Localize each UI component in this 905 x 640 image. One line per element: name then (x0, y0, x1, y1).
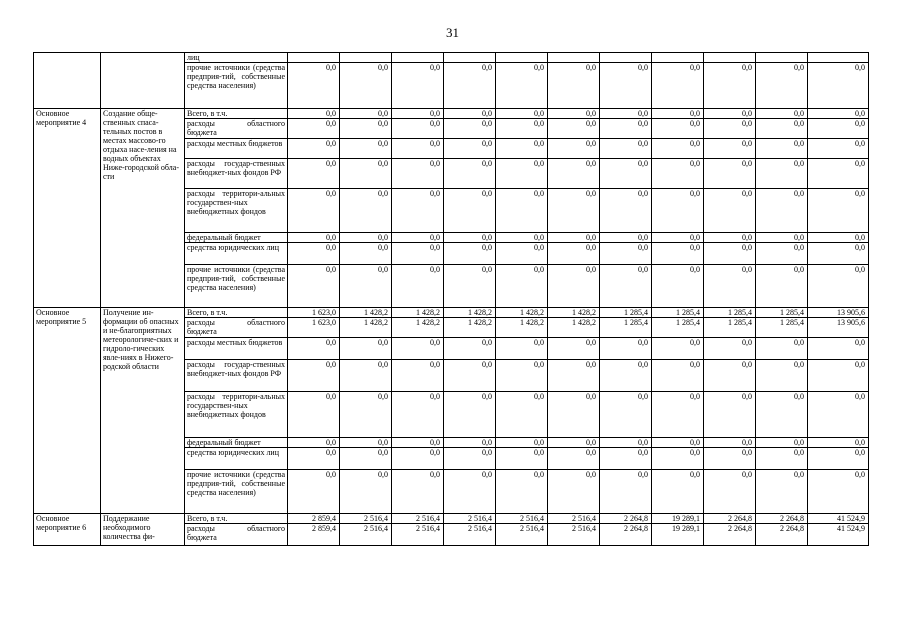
value-cell: 0,0 (496, 338, 548, 360)
value-cell: 0,0 (288, 63, 340, 109)
value-cell: 2 516,4 (444, 514, 496, 524)
total-value-cell: 0,0 (808, 448, 869, 470)
value-cell: 0,0 (652, 470, 704, 514)
value-cell: 0,0 (548, 470, 600, 514)
budget-table (33, 52, 869, 546)
value-cell: 0,0 (392, 139, 444, 159)
value-cell: 2 264,8 (704, 524, 756, 546)
value-cell: 0,0 (652, 265, 704, 308)
measure-id-cell: Основное мероприятие 4 (34, 109, 101, 308)
total-value-cell (808, 53, 869, 63)
funding-source-cell: расходы областного бюджета (185, 524, 288, 546)
value-cell: 0,0 (496, 392, 548, 438)
value-cell: 0,0 (340, 448, 392, 470)
value-cell: 0,0 (548, 63, 600, 109)
value-cell: 0,0 (340, 63, 392, 109)
measure-id-cell (34, 53, 101, 109)
value-cell: 1 285,4 (756, 318, 808, 338)
total-value-cell: 0,0 (808, 360, 869, 392)
value-cell: 0,0 (600, 233, 652, 243)
value-cell: 0,0 (756, 119, 808, 139)
value-cell: 0,0 (496, 63, 548, 109)
funding-source-cell: расходы местных бюджетов (185, 338, 288, 360)
total-value-cell: 0,0 (808, 109, 869, 119)
value-cell: 0,0 (652, 448, 704, 470)
value-cell: 0,0 (652, 159, 704, 189)
value-cell: 2 264,8 (756, 524, 808, 546)
value-cell: 0,0 (600, 189, 652, 233)
value-cell: 0,0 (704, 438, 756, 448)
funding-source-cell: прочие источники (средства предприя-тий, собственные средства населения) (185, 470, 288, 514)
value-cell: 0,0 (652, 338, 704, 360)
value-cell: 0,0 (340, 438, 392, 448)
value-cell: 0,0 (652, 233, 704, 243)
value-cell (444, 53, 496, 63)
value-cell: 1 428,2 (496, 318, 548, 338)
value-cell: 1 623,0 (288, 308, 340, 318)
value-cell: 0,0 (496, 159, 548, 189)
value-cell: 0,0 (548, 119, 600, 139)
value-cell: 0,0 (496, 360, 548, 392)
value-cell: 2 516,4 (548, 524, 600, 546)
value-cell: 1 428,2 (444, 308, 496, 318)
value-cell: 0,0 (548, 189, 600, 233)
value-cell: 0,0 (340, 338, 392, 360)
value-cell: 0,0 (288, 438, 340, 448)
value-cell: 0,0 (444, 392, 496, 438)
value-cell: 0,0 (704, 360, 756, 392)
value-cell (392, 53, 444, 63)
value-cell: 19 289,1 (652, 524, 704, 546)
measure-name-cell: Поддержание необходимого количества фи- (101, 514, 185, 546)
value-cell: 0,0 (392, 438, 444, 448)
value-cell: 0,0 (704, 139, 756, 159)
value-cell: 0,0 (444, 139, 496, 159)
measure-id-cell: Основное мероприятие 6 (34, 514, 101, 546)
value-cell: 0,0 (756, 243, 808, 265)
value-cell: 2 859,4 (288, 524, 340, 546)
value-cell: 0,0 (288, 139, 340, 159)
value-cell (652, 53, 704, 63)
total-value-cell: 0,0 (808, 189, 869, 233)
value-cell: 2 516,4 (496, 524, 548, 546)
value-cell: 0,0 (600, 438, 652, 448)
value-cell: 0,0 (392, 392, 444, 438)
total-value-cell: 41 524,9 (808, 524, 869, 546)
funding-source-cell: расходы территори-альных государствен-ных внебюджетных фондов (185, 392, 288, 438)
funding-source-cell: расходы местных бюджетов (185, 139, 288, 159)
value-cell: 0,0 (496, 109, 548, 119)
value-cell: 0,0 (444, 109, 496, 119)
value-cell: 1 428,2 (392, 308, 444, 318)
value-cell: 1 428,2 (548, 308, 600, 318)
value-cell: 0,0 (652, 139, 704, 159)
value-cell: 0,0 (444, 360, 496, 392)
value-cell: 1 285,4 (704, 308, 756, 318)
value-cell: 1 428,2 (340, 318, 392, 338)
total-value-cell: 0,0 (808, 470, 869, 514)
value-cell (704, 53, 756, 63)
value-cell: 0,0 (444, 189, 496, 233)
value-cell: 0,0 (548, 139, 600, 159)
value-cell: 0,0 (288, 159, 340, 189)
funding-source-cell: Всего, в т.ч. (185, 514, 288, 524)
value-cell: 0,0 (652, 119, 704, 139)
funding-source-cell: Всего, в т.ч. (185, 308, 288, 318)
page-number: 31 (446, 25, 459, 40)
value-cell: 0,0 (600, 139, 652, 159)
value-cell (548, 53, 600, 63)
table-row (34, 308, 869, 318)
value-cell: 0,0 (756, 63, 808, 109)
value-cell: 0,0 (600, 119, 652, 139)
value-cell (496, 53, 548, 63)
value-cell: 0,0 (288, 233, 340, 243)
value-cell: 0,0 (288, 109, 340, 119)
value-cell: 0,0 (392, 265, 444, 308)
value-cell: 2 516,4 (340, 524, 392, 546)
table-row (34, 53, 869, 63)
value-cell: 0,0 (756, 360, 808, 392)
value-cell: 1 428,2 (340, 308, 392, 318)
value-cell: 0,0 (548, 338, 600, 360)
value-cell: 0,0 (392, 109, 444, 119)
value-cell: 0,0 (392, 233, 444, 243)
value-cell: 0,0 (756, 139, 808, 159)
value-cell: 0,0 (392, 338, 444, 360)
value-cell: 0,0 (288, 119, 340, 139)
value-cell: 0,0 (496, 470, 548, 514)
value-cell: 0,0 (340, 139, 392, 159)
value-cell: 0,0 (704, 119, 756, 139)
total-value-cell: 0,0 (808, 159, 869, 189)
value-cell: 0,0 (496, 448, 548, 470)
funding-source-cell: средства юридических лиц (185, 243, 288, 265)
value-cell: 0,0 (704, 233, 756, 243)
value-cell: 0,0 (548, 448, 600, 470)
value-cell: 0,0 (392, 119, 444, 139)
value-cell: 0,0 (600, 265, 652, 308)
funding-source-cell: Всего, в т.ч. (185, 109, 288, 119)
value-cell: 0,0 (756, 392, 808, 438)
measure-name-cell: Получение ин-формации об опасных и не-благоприятных метеорологиче-ских и гидроло-гических явле-ниях в Нижего-родской области (101, 308, 185, 514)
value-cell: 1 428,2 (444, 318, 496, 338)
value-cell: 2 264,8 (600, 524, 652, 546)
value-cell: 0,0 (548, 159, 600, 189)
value-cell: 0,0 (704, 265, 756, 308)
funding-source-cell: расходы государ-ственных внебюджет-ных фондов РФ (185, 159, 288, 189)
funding-source-cell: федеральный бюджет (185, 233, 288, 243)
funding-source-cell: федеральный бюджет (185, 438, 288, 448)
value-cell: 0,0 (548, 438, 600, 448)
funding-source-cell: расходы областного бюджета (185, 318, 288, 338)
value-cell: 0,0 (288, 338, 340, 360)
funding-source-cell: прочие источники (средства предприя-тий, собственные средства населения) (185, 63, 288, 109)
total-value-cell: 0,0 (808, 233, 869, 243)
value-cell: 0,0 (704, 338, 756, 360)
value-cell: 0,0 (496, 189, 548, 233)
value-cell: 0,0 (392, 189, 444, 233)
value-cell: 2 516,4 (392, 524, 444, 546)
total-value-cell: 0,0 (808, 438, 869, 448)
value-cell: 0,0 (444, 159, 496, 189)
value-cell (600, 53, 652, 63)
value-cell: 1 428,2 (496, 308, 548, 318)
value-cell: 2 516,4 (548, 514, 600, 524)
value-cell: 1 285,4 (600, 308, 652, 318)
value-cell: 2 516,4 (444, 524, 496, 546)
value-cell: 0,0 (704, 392, 756, 438)
value-cell: 0,0 (340, 119, 392, 139)
value-cell: 0,0 (600, 392, 652, 438)
value-cell: 0,0 (704, 189, 756, 233)
value-cell: 0,0 (548, 360, 600, 392)
table-row (34, 109, 869, 119)
value-cell: 0,0 (600, 159, 652, 189)
funding-source-cell: лиц (185, 53, 288, 63)
value-cell: 19 289,1 (652, 514, 704, 524)
value-cell: 0,0 (288, 243, 340, 265)
value-cell: 1 285,4 (756, 308, 808, 318)
value-cell: 0,0 (600, 338, 652, 360)
value-cell (288, 53, 340, 63)
funding-source-cell: средства юридических лиц (185, 448, 288, 470)
funding-source-cell: расходы государ-ственных внебюджет-ных фондов РФ (185, 360, 288, 392)
total-value-cell: 0,0 (808, 119, 869, 139)
value-cell: 0,0 (288, 360, 340, 392)
value-cell: 0,0 (340, 243, 392, 265)
value-cell: 0,0 (496, 265, 548, 308)
value-cell: 1 428,2 (548, 318, 600, 338)
value-cell: 0,0 (496, 438, 548, 448)
value-cell: 0,0 (444, 438, 496, 448)
funding-source-cell: прочие источники (средства предприя-тий, собственные средства населения) (185, 265, 288, 308)
value-cell: 0,0 (340, 189, 392, 233)
value-cell: 0,0 (652, 360, 704, 392)
value-cell: 0,0 (340, 360, 392, 392)
table-row (34, 514, 869, 524)
value-cell: 0,0 (548, 265, 600, 308)
value-cell: 0,0 (496, 243, 548, 265)
value-cell: 0,0 (496, 119, 548, 139)
value-cell: 0,0 (392, 360, 444, 392)
value-cell (340, 53, 392, 63)
value-cell: 0,0 (340, 109, 392, 119)
value-cell: 1 623,0 (288, 318, 340, 338)
value-cell: 0,0 (288, 189, 340, 233)
value-cell: 0,0 (652, 392, 704, 438)
budget-table-body (34, 53, 869, 546)
value-cell: 0,0 (444, 265, 496, 308)
measure-name-cell (101, 53, 185, 109)
measure-name-cell: Создание обще-ственных спаса-тельных постов в местах массово-го отдыха насе-ления на водных объектах Ниже-городской обла-сти (101, 109, 185, 308)
value-cell: 0,0 (340, 233, 392, 243)
value-cell: 0,0 (444, 119, 496, 139)
value-cell: 0,0 (756, 265, 808, 308)
value-cell: 0,0 (496, 233, 548, 243)
value-cell: 0,0 (444, 448, 496, 470)
value-cell: 2 264,8 (704, 514, 756, 524)
value-cell: 0,0 (444, 63, 496, 109)
funding-source-cell: расходы территори-альных государствен-ных внебюджетных фондов (185, 189, 288, 233)
value-cell: 0,0 (652, 243, 704, 265)
value-cell: 2 264,8 (600, 514, 652, 524)
value-cell: 0,0 (444, 233, 496, 243)
total-value-cell: 0,0 (808, 63, 869, 109)
value-cell: 0,0 (704, 109, 756, 119)
value-cell: 0,0 (756, 338, 808, 360)
value-cell: 0,0 (600, 109, 652, 119)
value-cell: 0,0 (288, 448, 340, 470)
value-cell: 0,0 (756, 448, 808, 470)
value-cell: 0,0 (756, 470, 808, 514)
value-cell: 0,0 (600, 243, 652, 265)
value-cell: 0,0 (444, 243, 496, 265)
value-cell: 0,0 (548, 392, 600, 438)
measure-id-cell: Основное мероприятие 5 (34, 308, 101, 514)
total-value-cell: 0,0 (808, 243, 869, 265)
funding-source-cell: расходы областного бюджета (185, 119, 288, 139)
value-cell: 0,0 (704, 159, 756, 189)
value-cell: 0,0 (340, 470, 392, 514)
total-value-cell: 0,0 (808, 139, 869, 159)
value-cell: 0,0 (392, 470, 444, 514)
total-value-cell: 41 524,9 (808, 514, 869, 524)
value-cell: 0,0 (600, 360, 652, 392)
value-cell: 0,0 (652, 63, 704, 109)
total-value-cell: 0,0 (808, 338, 869, 360)
value-cell: 0,0 (548, 109, 600, 119)
value-cell: 0,0 (756, 109, 808, 119)
value-cell: 0,0 (444, 470, 496, 514)
value-cell: 0,0 (548, 233, 600, 243)
value-cell: 0,0 (652, 109, 704, 119)
total-value-cell: 0,0 (808, 392, 869, 438)
total-value-cell: 13 905,6 (808, 308, 869, 318)
value-cell: 1 428,2 (392, 318, 444, 338)
value-cell: 0,0 (288, 265, 340, 308)
value-cell: 0,0 (756, 438, 808, 448)
value-cell: 0,0 (600, 63, 652, 109)
value-cell: 2 516,4 (392, 514, 444, 524)
value-cell: 0,0 (288, 392, 340, 438)
value-cell: 0,0 (704, 470, 756, 514)
value-cell: 1 285,4 (600, 318, 652, 338)
value-cell: 0,0 (704, 448, 756, 470)
value-cell: 2 264,8 (756, 514, 808, 524)
value-cell: 0,0 (392, 159, 444, 189)
value-cell: 0,0 (496, 139, 548, 159)
value-cell: 0,0 (444, 338, 496, 360)
value-cell: 1 285,4 (652, 318, 704, 338)
total-value-cell: 0,0 (808, 265, 869, 308)
value-cell: 0,0 (548, 243, 600, 265)
value-cell: 2 859,4 (288, 514, 340, 524)
value-cell: 0,0 (704, 63, 756, 109)
value-cell (756, 53, 808, 63)
value-cell: 0,0 (756, 233, 808, 243)
value-cell: 0,0 (756, 189, 808, 233)
value-cell: 1 285,4 (652, 308, 704, 318)
value-cell: 2 516,4 (340, 514, 392, 524)
value-cell: 0,0 (392, 63, 444, 109)
value-cell: 0,0 (756, 159, 808, 189)
value-cell: 0,0 (340, 265, 392, 308)
value-cell: 1 285,4 (704, 318, 756, 338)
total-value-cell: 13 905,6 (808, 318, 869, 338)
value-cell: 0,0 (652, 438, 704, 448)
value-cell: 0,0 (340, 159, 392, 189)
value-cell: 0,0 (600, 470, 652, 514)
value-cell: 0,0 (340, 392, 392, 438)
value-cell: 0,0 (600, 448, 652, 470)
value-cell: 0,0 (288, 470, 340, 514)
value-cell: 0,0 (392, 243, 444, 265)
value-cell: 0,0 (704, 243, 756, 265)
value-cell: 2 516,4 (496, 514, 548, 524)
value-cell: 0,0 (652, 189, 704, 233)
value-cell: 0,0 (392, 448, 444, 470)
